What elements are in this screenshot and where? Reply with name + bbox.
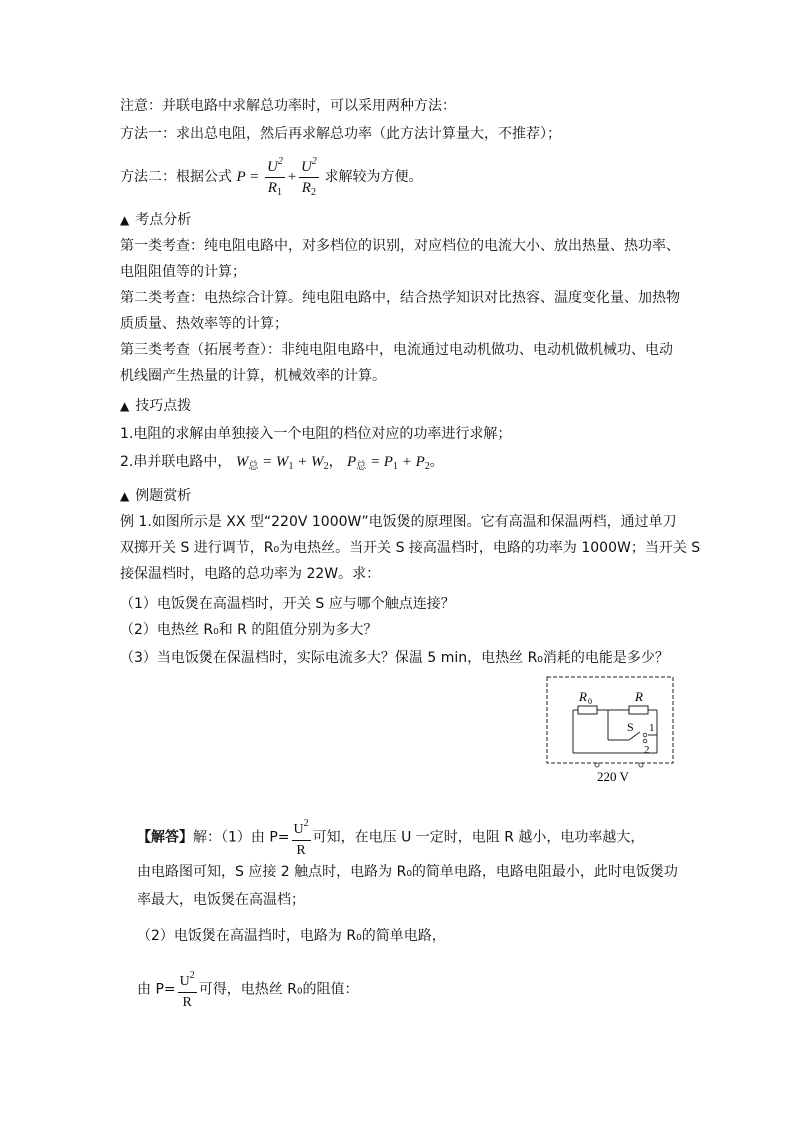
method-two — [120, 152, 423, 203]
method-two-suffix: 求解较为方便。 — [324, 168, 423, 185]
tips-heading: ▲ 技巧点拨 — [120, 398, 192, 414]
r0-sub: 0 — [588, 697, 592, 706]
analysis-heading: ▲ 考点分析 — [120, 212, 192, 228]
switch-label: S — [627, 720, 634, 734]
analysis-p3-line2: 机线圈产生热量的计算，机械效率的计算。 — [120, 368, 386, 384]
answer-line4: （2）电饭煲在高温挡时，电路为 R₀的简单电路， — [137, 928, 446, 944]
resistor-r — [629, 706, 648, 714]
answer-line1: 【解答】解：（1）由 P= $\frac{U^2}{R}$ 可知，在电压 U 一定时，电阻 R 越小，电功率越大， — [137, 814, 644, 861]
method-one: 方法一：求出总电阻，然后再求解总功率（此方法计算量大，不推荐）； — [120, 126, 561, 142]
example-line1: 例 1.如图所示是 XX 型“220V 1000W”电饭煲的原理图。它有高温和保温两档，通过单刀 — [120, 514, 677, 530]
example-line2: 双掷开关 S 进行调节，R₀为电热丝。当开关 S 接高温档时，电路的功率为 1000W；当开关 S — [120, 540, 701, 556]
formula-power-parallel: P = $\frac{U^2}{R_1}$ + $\frac{U^2}{R_2}$ — [236, 169, 324, 185]
analysis-p1-line1: 第一类考查：纯电阻电路中，对多档位的识别，对应档位的电流大小、放出热量、热功率、 — [120, 238, 680, 254]
answer-tag: 【解答】 — [137, 829, 193, 846]
answer-line5: 由 P= $\frac{U^2}{R}$ 可得，电热丝 R₀的阻值： — [137, 966, 359, 1013]
formula-total-power: $P_总 = P_1 + P_2$ — [347, 454, 430, 472]
note-title: 注意：并联电路中求解总功率时，可以采用两种方法： — [120, 98, 456, 114]
question-3: （3）当电饭煲在保温档时，实际电流多大？保温 5 min，电热丝 R₀消耗的电能是多少？ — [120, 650, 669, 666]
contact-2-label: 2 — [644, 744, 650, 756]
resistor-r0 — [578, 706, 597, 714]
formula-p-u2-r-2: $\frac{U^2}{R}$ — [178, 966, 197, 1013]
formula-p-u2-r: $\frac{U^2}{R}$ — [292, 814, 311, 861]
example-line3: 接保温档时，电路的总功率为 22W。求： — [120, 566, 381, 582]
r-label: R — [635, 689, 643, 704]
answer-line2: 由电路图可知，S 应接 2 触点时，电路为 R₀的简单电路，电路电阻最小，此时电饭煲功 — [137, 864, 678, 880]
method-two-prefix: 方法二：根据公式 — [120, 168, 232, 185]
triangle-icon: ▲ — [120, 399, 130, 413]
formula-total-work: $W_总 = W_1 + W_2$ — [235, 454, 329, 472]
triangle-icon: ▲ — [120, 213, 130, 227]
analysis-p2-line1: 第二类考查：电热综合计算。纯电阻电路中，结合热学知识对比热容、温度变化量、加热物 — [120, 290, 680, 306]
analysis-p3-line1: 第三类考查（拓展考查）：非纯电阻电路中，电流通过电动机做功、电动机做机械功、电动 — [120, 342, 673, 358]
contact-1-label: 1 — [649, 722, 655, 734]
question-1: （1）电饭煲在高温档时，开关 S 应与哪个触点连接？ — [120, 596, 455, 612]
voltage-label: 220 V — [597, 769, 629, 784]
triangle-icon: ▲ — [120, 489, 130, 503]
analysis-p1-line2: 电阻阻值等的计算； — [120, 264, 246, 280]
question-2: （2）电热丝 R₀和 R 的阻值分别为多大？ — [120, 622, 378, 638]
tip-two: 2.串并联电路中， $W_总 = W_1 + W_2$， $P_总 = P_1 + P_2$。 — [120, 454, 444, 472]
example-heading: ▲ 例题赏析 — [120, 488, 192, 504]
tip-one: 1.电阻的求解由单独接入一个电阻的档位对应的功率进行求解； — [120, 426, 512, 442]
answer-line3: 率最大，电饭煲在高温档； — [137, 892, 305, 908]
circuit-diagram — [545, 675, 675, 785]
r0-label: R — [579, 689, 587, 704]
analysis-p2-line2: 质质量、热效率等的计算； — [120, 316, 288, 332]
